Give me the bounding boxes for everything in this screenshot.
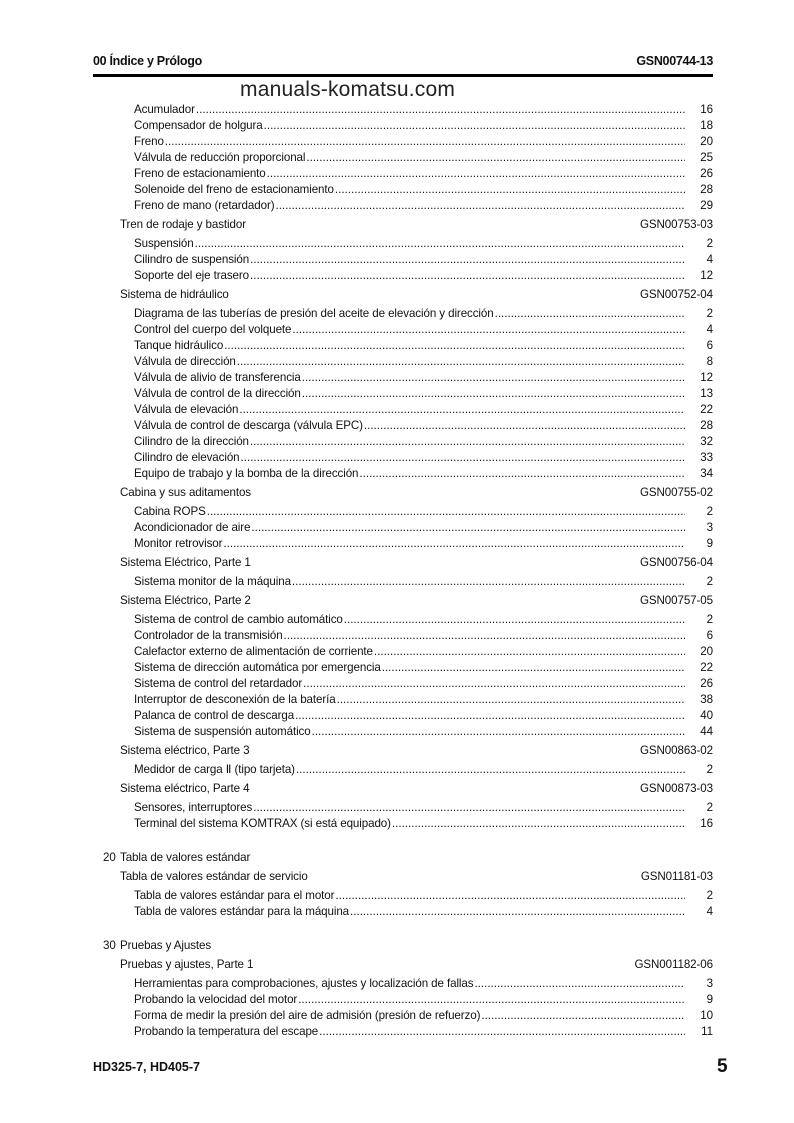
toc-entry[interactable]	[103, 338, 713, 354]
toc-entry[interactable]	[103, 708, 713, 724]
toc-entry[interactable]	[103, 660, 713, 676]
toc-entry[interactable]	[103, 504, 713, 520]
toc-entry[interactable]	[103, 904, 713, 920]
entry-label: Válvula de reducción proporcional	[134, 151, 306, 164]
entry-page: 22	[700, 403, 713, 416]
toc-entry[interactable]	[103, 268, 713, 284]
toc-entry[interactable]	[103, 150, 713, 166]
entry-page: 2	[706, 575, 713, 588]
dot-leader	[292, 322, 685, 338]
entry-page: 22	[700, 661, 713, 674]
entry-page: 28	[700, 183, 713, 196]
dot-leader	[253, 800, 685, 816]
chapter-number: 30	[103, 939, 116, 952]
entry-page: 33	[700, 451, 713, 464]
entry-page: 26	[700, 167, 713, 180]
toc-entry[interactable]	[103, 236, 713, 252]
entry-label: Sistema de control de cambio automático	[134, 613, 343, 626]
section-code: GSN00755-02	[639, 486, 713, 499]
entry-label: Medidor de carga Ⅱ (tipo tarjeta)	[134, 763, 295, 776]
toc-entry[interactable]	[103, 888, 713, 904]
toc-entry[interactable]	[103, 182, 713, 198]
dot-leader	[312, 724, 685, 740]
section-heading[interactable]	[103, 593, 713, 609]
section-title: Sistema de hidráulico	[120, 288, 229, 301]
entry-page: 8	[706, 355, 713, 368]
chapter-heading[interactable]	[103, 850, 713, 866]
toc-entry[interactable]	[103, 198, 713, 214]
dot-leader	[239, 402, 685, 418]
toc-entry[interactable]	[103, 644, 713, 660]
toc-entry[interactable]	[103, 1008, 713, 1024]
entry-page: 2	[706, 237, 713, 250]
entry-page: 4	[706, 253, 713, 266]
dot-leader	[207, 504, 685, 520]
section-heading[interactable]	[103, 217, 713, 233]
entry-label: Calefactor externo de alimentación de corriente	[134, 645, 373, 658]
entry-page: 16	[700, 103, 713, 116]
entry-label: Tabla de valores estándar para la máquina	[134, 905, 350, 918]
dot-leader	[296, 762, 685, 778]
entry-label: Monitor retrovisor	[134, 537, 223, 550]
entry-page: 6	[706, 629, 713, 642]
toc-entry[interactable]	[103, 628, 713, 644]
entry-label: Válvula de dirección	[134, 355, 236, 368]
dot-leader	[382, 660, 685, 676]
section-code: GSN00752-04	[639, 288, 713, 301]
entry-label: Probando la temperatura del escape	[134, 1025, 319, 1038]
entry-page: 26	[700, 677, 713, 690]
entry-label: Sistema de dirección automática por emergencia	[134, 661, 381, 674]
section-code: GSN00863-02	[639, 744, 713, 757]
dot-leader	[359, 466, 685, 482]
entry-label: Freno de mano (retardador)	[134, 199, 275, 212]
chapter-title: Tabla de valores estándar	[120, 851, 251, 864]
entry-page: 9	[706, 993, 713, 1006]
entry-page: 2	[706, 613, 713, 626]
entry-page: 12	[700, 371, 713, 384]
toc-entry[interactable]	[103, 434, 713, 450]
dot-leader	[481, 1008, 685, 1024]
dot-leader	[195, 236, 685, 252]
toc-entry[interactable]	[103, 762, 713, 778]
toc-entry[interactable]	[103, 976, 713, 992]
section-title: Tabla de valores estándar de servicio	[120, 870, 308, 883]
dot-leader	[250, 268, 685, 284]
dot-leader	[302, 370, 685, 386]
entry-label: Freno	[134, 135, 164, 148]
section-code: GSN01181-03	[640, 870, 713, 883]
entry-label: Válvula de control de descarga (válvula EPC)	[134, 419, 363, 432]
dot-leader	[250, 434, 685, 450]
entry-label: Cilindro de suspensión	[134, 253, 250, 266]
entry-label: Sensores, interruptores	[134, 801, 253, 814]
section-code: GSN00753-03	[639, 218, 713, 231]
entry-label: Compensador de holgura	[134, 119, 263, 132]
dot-leader	[306, 150, 685, 166]
dot-leader	[298, 992, 685, 1008]
dot-leader	[335, 888, 685, 904]
dot-leader	[196, 102, 685, 118]
dot-leader	[335, 182, 685, 198]
dot-leader	[224, 338, 685, 354]
entry-label: Suspensión	[134, 237, 194, 250]
entry-page: 3	[706, 977, 713, 990]
entry-label: Cilindro de la dirección	[134, 435, 249, 448]
toc-entry[interactable]	[103, 102, 713, 118]
entry-label: Cabina ROPS	[134, 505, 206, 518]
entry-page: 44	[700, 725, 713, 738]
toc-entry[interactable]	[103, 134, 713, 150]
dot-leader	[364, 418, 685, 434]
toc-entry[interactable]	[103, 450, 713, 466]
toc-entry[interactable]	[103, 574, 713, 590]
section-title: Sistema Eléctrico, Parte 2	[120, 594, 251, 607]
entry-page: 9	[706, 537, 713, 550]
toc-entry[interactable]	[103, 536, 713, 552]
entry-page: 38	[700, 693, 713, 706]
section-title: Tren de rodaje y bastidor	[120, 218, 246, 231]
dot-leader	[237, 354, 685, 370]
entry-page: 3	[706, 521, 713, 534]
entry-page: 18	[700, 119, 713, 132]
entry-label: Válvula de elevación	[134, 403, 239, 416]
page-number: 5	[717, 1056, 728, 1077]
entry-label: Tanque hidráulico	[134, 339, 224, 352]
section-title: Sistema eléctrico, Parte 4	[120, 782, 250, 795]
footer-models: HD325-7, HD405-7	[93, 1060, 200, 1074]
entry-page: 6	[706, 339, 713, 352]
toc-entry[interactable]	[103, 692, 713, 708]
dot-leader	[319, 1024, 685, 1040]
section-heading[interactable]	[103, 743, 713, 759]
entry-page: 20	[700, 135, 713, 148]
toc-entry[interactable]	[103, 418, 713, 434]
entry-page: 2	[706, 801, 713, 814]
entry-label: Válvula de control de la dirección	[134, 387, 301, 400]
table-of-contents	[103, 102, 713, 1040]
section-title: Sistema eléctrico, Parte 3	[120, 744, 250, 757]
entry-label: Acondicionador de aire	[134, 521, 251, 534]
section-heading[interactable]	[103, 869, 713, 885]
toc-entry[interactable]	[103, 252, 713, 268]
chapter-number: 20	[103, 851, 116, 864]
toc-entry[interactable]	[103, 724, 713, 740]
entry-label: Válvula de alivio de transferencia	[134, 371, 301, 384]
entry-label: Forma de medir la presión del aire de admisión (presión de refuerzo)	[134, 1009, 481, 1022]
page-header	[93, 52, 713, 77]
entry-page: 4	[706, 323, 713, 336]
toc-entry[interactable]	[103, 676, 713, 692]
entry-label: Freno de estacionamiento	[134, 167, 266, 180]
toc-entry[interactable]	[103, 118, 713, 134]
chapter-heading[interactable]	[103, 938, 713, 954]
section-code: GSN00757-05	[639, 594, 713, 607]
dot-leader	[302, 386, 685, 402]
entry-page: 13	[700, 387, 713, 400]
toc-entry[interactable]	[103, 466, 713, 482]
dot-leader	[264, 118, 685, 134]
toc-entry[interactable]	[103, 306, 713, 322]
entry-page: 10	[700, 1009, 713, 1022]
entry-page: 2	[706, 889, 713, 902]
entry-page: 12	[700, 269, 713, 282]
entry-page: 16	[700, 817, 713, 830]
entry-page: 34	[700, 467, 713, 480]
toc-entry[interactable]	[103, 612, 713, 628]
entry-label: Controlador de la transmisión	[134, 629, 283, 642]
toc-entry[interactable]	[103, 1024, 713, 1040]
entry-label: Acumulador	[134, 103, 195, 116]
entry-label: Equipo de trabajo y la bomba de la dirección	[134, 467, 359, 480]
entry-label: Cilindro de elevación	[134, 451, 240, 464]
toc-entry[interactable]	[103, 800, 713, 816]
dot-leader	[292, 574, 685, 590]
header-title: 00 Índice y Prólogo	[93, 54, 202, 68]
entry-label: Control del cuerpo del volquete	[134, 323, 292, 336]
dot-leader	[295, 708, 685, 724]
toc-entry[interactable]	[103, 520, 713, 536]
section-heading[interactable]	[103, 957, 713, 973]
entry-label: Solenoide del freno de estacionamiento	[134, 183, 334, 196]
section-title: Sistema Eléctrico, Parte 1	[120, 556, 251, 569]
dot-leader	[495, 306, 685, 322]
section-code: GSN00756-04	[639, 556, 713, 569]
entry-label: Sistema monitor de la máquina	[134, 575, 291, 588]
toc-entry[interactable]	[103, 992, 713, 1008]
dot-leader	[392, 816, 685, 832]
dot-leader	[275, 198, 685, 214]
section-heading[interactable]	[103, 781, 713, 797]
header-code: GSN00744-13	[636, 54, 713, 68]
dot-leader	[374, 644, 685, 660]
toc-entry[interactable]	[103, 386, 713, 402]
dot-leader	[474, 976, 685, 992]
section-title: Cabina y sus aditamentos	[120, 486, 252, 499]
entry-label: Sistema de suspensión automático	[134, 725, 311, 738]
section-code: GSN001182-06	[634, 958, 713, 971]
entry-page: 11	[701, 1025, 713, 1038]
dot-leader	[241, 450, 685, 466]
entry-label: Probando la velocidad del motor	[134, 993, 298, 1006]
entry-label: Tabla de valores estándar para el motor	[134, 889, 335, 902]
toc-entry[interactable]	[103, 370, 713, 386]
toc-entry[interactable]	[103, 166, 713, 182]
entry-label: Sistema de control del retardador	[134, 677, 303, 690]
toc-entry[interactable]	[103, 402, 713, 418]
entry-page: 2	[706, 307, 713, 320]
section-heading[interactable]	[103, 555, 713, 571]
chapter-title: Pruebas y Ajustes	[120, 939, 212, 952]
dot-leader	[303, 676, 685, 692]
entry-page: 25	[700, 151, 713, 164]
entry-page: 29	[700, 199, 713, 212]
toc-entry[interactable]	[103, 354, 713, 370]
entry-page: 20	[700, 645, 713, 658]
entry-label: Palanca de control de descarga	[134, 709, 295, 722]
entry-label: Diagrama de las tuberías de presión del aceite de elevación y dirección	[134, 307, 494, 320]
section-heading[interactable]	[103, 287, 713, 303]
entry-page: 2	[706, 505, 713, 518]
entry-page: 40	[700, 709, 713, 722]
dot-leader	[344, 612, 685, 628]
dot-leader	[337, 692, 685, 708]
entry-page: 2	[706, 763, 713, 776]
dot-leader	[250, 252, 685, 268]
toc-entry[interactable]	[103, 816, 713, 832]
entry-label: Herramientas para comprobaciones, ajustes y localización de fallas	[134, 977, 474, 990]
section-code: GSN00873-03	[639, 782, 713, 795]
section-heading[interactable]	[103, 485, 713, 501]
dot-leader	[267, 166, 685, 182]
dot-leader	[350, 904, 685, 920]
dot-leader	[284, 628, 685, 644]
entry-page: 4	[706, 905, 713, 918]
watermark: manuals-komatsu.com	[240, 78, 456, 101]
dot-leader	[251, 520, 685, 536]
section-title: Pruebas y ajustes, Parte 1	[120, 958, 254, 971]
entry-page: 32	[700, 435, 713, 448]
toc-entry[interactable]	[103, 322, 713, 338]
dot-leader	[223, 536, 685, 552]
entry-label: Terminal del sistema KOMTRAX (si está equipado)	[134, 817, 391, 830]
entry-label: Interruptor de desconexión de la batería	[134, 693, 336, 706]
entry-page: 28	[700, 419, 713, 432]
entry-label: Soporte del eje trasero	[134, 269, 249, 282]
dot-leader	[165, 134, 685, 150]
